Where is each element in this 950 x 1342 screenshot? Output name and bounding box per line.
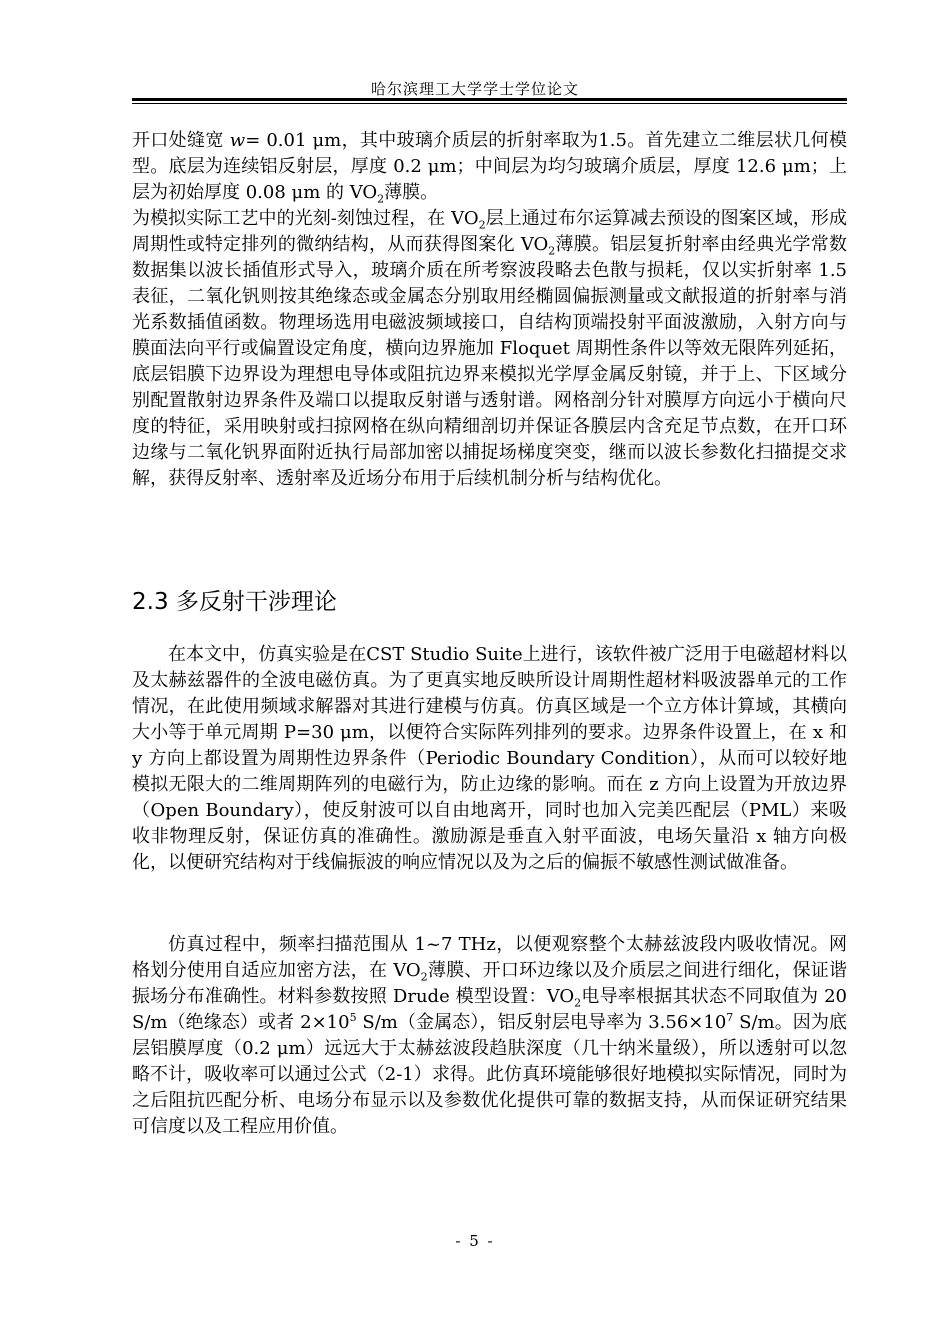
p4-text-e: S/m。因为底层铝膜厚度（0.2 μm）远远大于太赫兹波段趋肤深度（几十纳米量级），所以透射可以忽略不计，吸收率可以通过公式（2-1）求得。此仿真环境能够很好地模拟实际情况，同时为之后阻抗匹配分析、电场分布显示以及参数优化提供可靠的数据支持，从而保证研究结果可信度以及工程应用价值。 [132, 1012, 847, 1137]
p4-text-c: 电导率根据其状态不同取值为 20 S/m（绝缘态）或者 2×10 [132, 986, 847, 1033]
page-number: - 5 - [455, 1232, 495, 1250]
p2-sub-2: 2 [548, 244, 556, 258]
p1-text-b: = 0.01 μm，其中玻璃介质层的折射率取为1.5。首先建立二维层状几何模型。底层为连续铝反射层，厚度 0.2 μm；中间层为均匀玻璃介质层，厚度 12.6 μm；上层为初始厚度 0.08 μm 的 VO [132, 130, 847, 203]
p4-sup-2: 7 [726, 1011, 734, 1024]
p2-text-b: 层上通过布尔运算减去预设的图案区域，形成周期性或特定排列的微纳结构，从而获得图案化 VO [132, 208, 848, 255]
p1-var-w: w [229, 130, 246, 151]
p4-sup-1: 5 [349, 1011, 357, 1024]
section-heading: 2.3 多反射干涉理论 [132, 589, 337, 615]
p4-text-d: S/m（金属态），铝反射层电导率为 3.56×10 [356, 1012, 727, 1033]
p4-sub-1: 2 [420, 970, 428, 984]
paragraph-cst-simulation [132, 642, 847, 876]
p1-sub: 2 [377, 192, 385, 206]
p2-text-a: 为模拟实际工艺中的光刻-刻蚀过程，在 VO [132, 208, 479, 229]
p1-text-c: 薄膜。 [384, 182, 439, 203]
p3-text: 在本文中，仿真实验是在CST Studio Suite上进行，该软件被广泛用于电磁超材料以及太赫兹器件的全波电磁仿真。为了更真实地反映所设计周期性超材料吸波器单元的工作情况，在此使用频域求解器对其进行建模与仿真。仿真区域是一个立方体计算域，其横向大小等于单元周期 P=30 μm，以便符合实际阵列排列的要求。边界条件设置上，在 x 和 y 方向上都设置为周期性边界条件（Periodic Boundary Condition），从而可以较好地模拟无限大的二维周期阵列的电磁行为，防止边缘的影响。而在 z 方向上设置为开放边界（Open Boundary），使反射波可以自由地离开，同时也加入完美匹配层（PML）来吸收非物理反射，保证仿真的准确性。激励源是垂直入射平面波，电场矢量沿 x 轴方向极化，以便研究结构对于线偏振波的响应情况以及为之后的偏振不敏感性测试做准备。 [132, 644, 847, 873]
p4-sub-2: 2 [574, 996, 582, 1010]
p1-text-a: 开口处缝宽 [132, 130, 230, 151]
paragraph-lithography-simulation [132, 206, 847, 492]
p4-text-b: 薄膜、开口环边缘以及介质层之间进行细化，保证谐振场分布准确性。材料参数按照 Drude 模型设置：VO [132, 960, 847, 1007]
p2-text-c: 薄膜。铝层复折射率由经典光学常数数据集以波长插值形式导入，玻璃介质在所考察波段略去色散与损耗，仅以实折射率 1.5 表征，二氧化钒则按其绝缘态或金属态分别取用经椭圆偏振测量或文献报道的折射率与消光系数插值函数。物理场选用电磁波频域接口，自结构顶端投射平面波激励，入射方向与膜面法向平行或偏置设定角度，横向边界施加 Floquet 周期性条件以等效无限阵列延拓，底层铝膜下边界设为理想电导体或阻抗边界来模拟光学厚金属反射镜，并于上、下区域分别配置散射边界条件及端口以提取反射谱与透射谱。网格剖分针对膜厚方向远小于横向尺度的特征，采用映射或扫掠网格在纵向精细剖切并保证各膜层内含充足节点数，在开口环边缘与二氧化钒界面附近执行局部加密以捕捉场梯度突变，继而以波长参数化扫描提交求解，获得反射率、透射率及近场分布用于后续机制分析与结构优化。 [132, 234, 847, 489]
header-rule-thick [132, 98, 847, 101]
page-header-title: 哈尔滨理工大学学士学位论文 [370, 80, 579, 98]
header-rule-thin [132, 103, 847, 104]
paragraph-frequency-sweep [132, 932, 847, 1140]
paragraph-geometry-model [132, 128, 847, 206]
p2-sub-1: 2 [478, 218, 486, 232]
p4-text-a: 仿真过程中，频率扫描范围从 1~7 THz，以便观察整个太赫兹波段内吸收情况。网格划分使用自适应加密方法，在 VO [132, 934, 847, 981]
